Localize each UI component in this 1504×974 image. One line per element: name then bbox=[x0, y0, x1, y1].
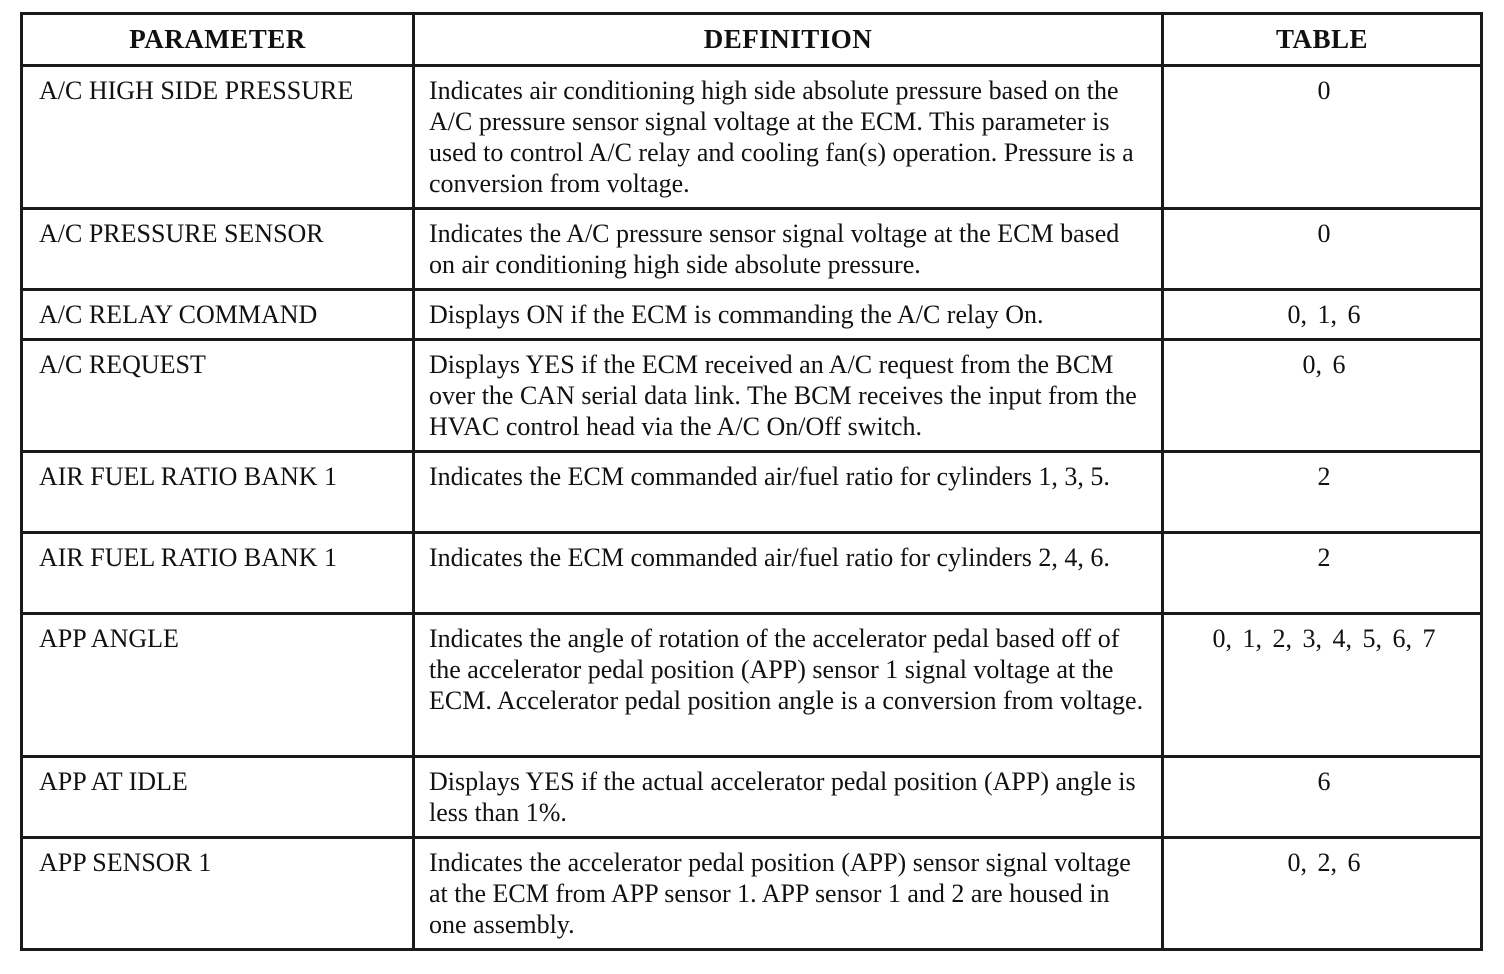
parameter-cell: AIR FUEL RATIO BANK 1 bbox=[22, 452, 414, 533]
table-row bbox=[22, 757, 1482, 838]
parameter-cell: APP ANGLE bbox=[22, 614, 414, 757]
table-ref-cell: 2 bbox=[1163, 533, 1482, 614]
parameter-cell: A/C PRESSURE SENSOR bbox=[22, 209, 414, 290]
table-ref-cell: 0, 2, 6 bbox=[1163, 838, 1482, 950]
parameter-table bbox=[20, 12, 1483, 951]
definition-cell: Indicates the ECM commanded air/fuel ratio for cylinders 1, 3, 5. bbox=[414, 452, 1163, 533]
table-row bbox=[22, 838, 1482, 950]
definition-cell: Indicates the angle of rotation of the accelerator pedal based off of the accelerator pedal position (APP) sensor 1 signal voltage at the ECM. Accelerator pedal position angle is a conversion from voltage. bbox=[414, 614, 1163, 757]
header-row bbox=[22, 14, 1482, 66]
definition-cell: Displays YES if the ECM received an A/C request from the BCM over the CAN serial data link. The BCM receives the input from the HVAC control head via the A/C On/Off switch. bbox=[414, 340, 1163, 452]
parameter-cell: A/C RELAY COMMAND bbox=[22, 290, 414, 340]
table-row bbox=[22, 614, 1482, 757]
table-body bbox=[22, 66, 1482, 950]
table-row bbox=[22, 209, 1482, 290]
definition-cell: Displays YES if the actual accelerator pedal position (APP) angle is less than 1%. bbox=[414, 757, 1163, 838]
table-ref-cell: 0, 1, 2, 3, 4, 5, 6, 7 bbox=[1163, 614, 1482, 757]
table-ref-cell: 0, 1, 6 bbox=[1163, 290, 1482, 340]
table-row bbox=[22, 66, 1482, 209]
parameter-cell: A/C HIGH SIDE PRESSURE bbox=[22, 66, 414, 209]
parameter-cell: AIR FUEL RATIO BANK 1 bbox=[22, 533, 414, 614]
definition-cell: Indicates the A/C pressure sensor signal voltage at the ECM based on air conditioning high side absolute pressure. bbox=[414, 209, 1163, 290]
definition-cell: Indicates the ECM commanded air/fuel ratio for cylinders 2, 4, 6. bbox=[414, 533, 1163, 614]
parameter-cell: APP AT IDLE bbox=[22, 757, 414, 838]
definition-cell: Displays ON if the ECM is commanding the A/C relay On. bbox=[414, 290, 1163, 340]
table-ref-cell: 0, 6 bbox=[1163, 340, 1482, 452]
parameter-cell: APP SENSOR 1 bbox=[22, 838, 414, 950]
table-ref-cell: 6 bbox=[1163, 757, 1482, 838]
header-definition: DEFINITION bbox=[414, 14, 1163, 66]
table-ref-cell: 0 bbox=[1163, 209, 1482, 290]
header-parameter: PARAMETER bbox=[22, 14, 414, 66]
header-table: TABLE bbox=[1163, 14, 1482, 66]
document-page bbox=[20, 12, 1480, 951]
table-ref-cell: 2 bbox=[1163, 452, 1482, 533]
table-row bbox=[22, 340, 1482, 452]
table-header bbox=[22, 14, 1482, 66]
table-row bbox=[22, 452, 1482, 533]
table-row bbox=[22, 533, 1482, 614]
definition-cell: Indicates air conditioning high side absolute pressure based on the A/C pressure sensor signal voltage at the ECM. This parameter is used to control A/C relay and cooling fan(s) operation. Pressure is a conversion from voltage. bbox=[414, 66, 1163, 209]
table-row bbox=[22, 290, 1482, 340]
parameter-cell: A/C REQUEST bbox=[22, 340, 414, 452]
table-ref-cell: 0 bbox=[1163, 66, 1482, 209]
definition-cell: Indicates the accelerator pedal position (APP) sensor signal voltage at the ECM from APP sensor 1. APP sensor 1 and 2 are housed in one assembly. bbox=[414, 838, 1163, 950]
